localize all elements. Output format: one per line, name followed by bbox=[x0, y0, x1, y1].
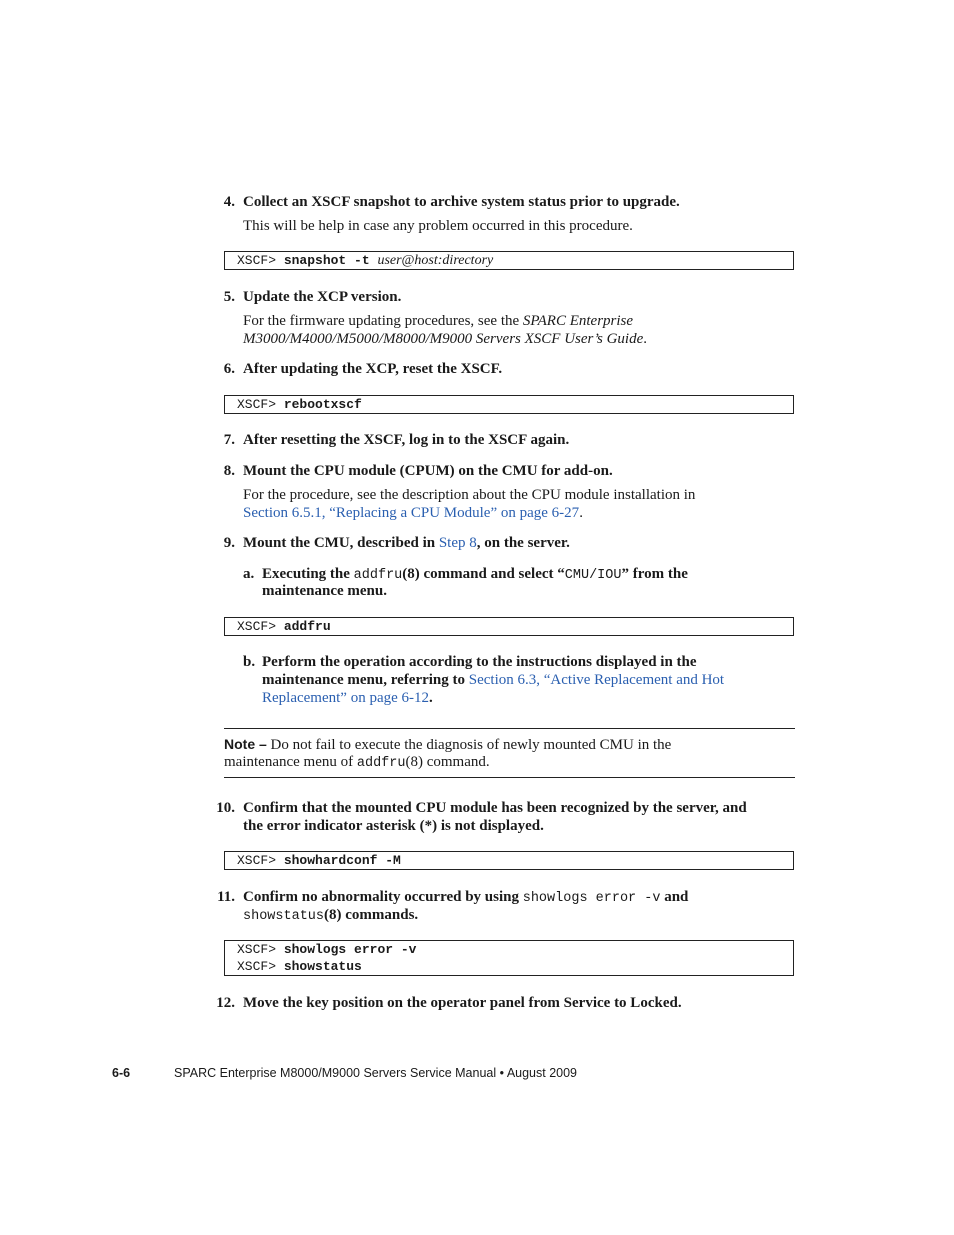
code-block-snapshot bbox=[224, 251, 794, 270]
period: . bbox=[579, 505, 583, 521]
substep-b-text: maintenance menu, referring to bbox=[262, 672, 469, 688]
code-prompt: XSCF> bbox=[237, 853, 284, 868]
code-command: showstatus bbox=[283, 959, 362, 974]
code-argument: user@host:directory bbox=[377, 253, 494, 268]
step-9-number: 9. bbox=[223, 535, 235, 551]
guide-title-part-2: M3000/M4000/M5000/M8000/M9000 Servers XSCF User’s Guide bbox=[243, 331, 644, 347]
step-7-number: 7. bbox=[223, 432, 235, 448]
step-5-title: Update the XCP version. bbox=[243, 289, 402, 305]
period: . bbox=[643, 331, 647, 347]
note-line-2 bbox=[224, 753, 490, 773]
step-4-title: Collect an XSCF snapshot to archive system status prior to upgrade. bbox=[243, 194, 680, 210]
substep-b-letter: b. bbox=[243, 654, 256, 670]
step-4-body: This will be help in case any problem occurred in this procedure. bbox=[243, 218, 633, 234]
note-text-2: maintenance menu of bbox=[224, 754, 357, 770]
footer-title: SPARC Enterprise M8000/M9000 Servers Service Manual bbox=[174, 1066, 497, 1080]
addfru-command: addfru bbox=[353, 568, 403, 583]
footer-date: August 2009 bbox=[506, 1066, 578, 1080]
code-block-showlogs-showstatus bbox=[224, 940, 794, 976]
substep-a-text: Executing the bbox=[262, 566, 354, 582]
code-block-rebootxscf bbox=[224, 395, 794, 414]
code-prompt: XSCF> bbox=[237, 942, 277, 957]
period: . bbox=[429, 690, 433, 706]
step-12-title: Move the key position on the operator panel from Service to Locked. bbox=[243, 995, 682, 1011]
note-top-rule bbox=[224, 728, 795, 729]
step-9-title bbox=[243, 534, 570, 552]
step-11-line-2 bbox=[243, 906, 418, 926]
step-6-number: 6. bbox=[223, 361, 235, 377]
note-text: Do not fail to execute the diagnosis of newly mounted CMU in the bbox=[266, 737, 672, 753]
substep-b-line-2 bbox=[262, 671, 724, 689]
link-step-8[interactable]: Step 8 bbox=[438, 535, 477, 551]
footer-page-number: 6-6 bbox=[112, 1066, 131, 1080]
code-block-addfru bbox=[224, 617, 794, 636]
code-prompt: XSCF> bbox=[237, 397, 284, 412]
showlogs-command: showlogs error -v bbox=[522, 891, 661, 906]
substep-a-text-mid: (8) command and select “ bbox=[402, 566, 565, 582]
step-8-body-line-2 bbox=[243, 504, 583, 522]
step-6-title: After updating the XCP, reset the XSCF. bbox=[243, 361, 503, 377]
note-bottom-rule bbox=[224, 777, 795, 778]
step-12-number: 12. bbox=[216, 995, 235, 1011]
code-command: showlogs error -v bbox=[283, 942, 417, 957]
code-prompt: XSCF> bbox=[237, 959, 277, 974]
step-11-line-1 bbox=[243, 888, 688, 908]
step-9-title-text: Mount the CMU, described in bbox=[243, 535, 439, 551]
link-section-6-5-1[interactable]: Section 6.5.1, “Replacing a CPU Module” on page 6-27 bbox=[243, 505, 580, 521]
code-command: snapshot -t bbox=[283, 253, 378, 268]
step-9-title-suffix: , on the server. bbox=[476, 535, 570, 551]
footer-bullet: • bbox=[499, 1066, 505, 1080]
step-7-title: After resetting the XSCF, log in to the XSCF again. bbox=[243, 432, 570, 448]
substep-a-line-2: maintenance menu. bbox=[262, 583, 387, 599]
code-line-1 bbox=[237, 941, 793, 958]
code-block-showhardconf bbox=[224, 851, 794, 870]
code-command: showhardconf -M bbox=[283, 853, 401, 868]
footer-title-line bbox=[174, 1064, 577, 1082]
substep-a-letter: a. bbox=[243, 566, 255, 582]
substep-a-text-end: ” from the bbox=[621, 566, 688, 582]
substep-b-line-3 bbox=[262, 689, 433, 707]
note-addfru: addfru bbox=[356, 756, 406, 771]
guide-title-part-1: SPARC Enterprise bbox=[522, 313, 634, 329]
code-prompt: XSCF> bbox=[237, 619, 284, 634]
step-5-body-line-1 bbox=[243, 312, 633, 330]
note-line-1 bbox=[224, 735, 671, 754]
code-command: rebootxscf bbox=[283, 397, 362, 412]
step-5-number: 5. bbox=[223, 289, 235, 305]
code-line-2 bbox=[237, 958, 793, 975]
link-section-6-3-part-1[interactable]: Section 6.3, “Active Replacement and Hot bbox=[468, 672, 725, 688]
step-10-line-1: Confirm that the mounted CPU module has been recognized by the server, and bbox=[243, 800, 747, 816]
step-8-body-line-1: For the procedure, see the description about the CPU module installation in bbox=[243, 487, 696, 503]
step-11-text: Confirm no abnormality occurred by using bbox=[243, 889, 523, 905]
step-4-number: 4. bbox=[223, 194, 235, 210]
showstatus-command: showstatus bbox=[243, 909, 325, 924]
step-8-number: 8. bbox=[223, 463, 235, 479]
substep-b-line-1: Perform the operation according to the instructions displayed in the bbox=[262, 654, 697, 670]
step-11-and: and bbox=[660, 889, 689, 905]
step-8-title: Mount the CPU module (CPUM) on the CMU for add-on. bbox=[243, 463, 613, 479]
step-10-line-2: the error indicator asterisk (*) is not displayed. bbox=[243, 818, 544, 834]
note-label: Note – bbox=[224, 736, 267, 752]
step-10-number: 10. bbox=[216, 800, 235, 816]
step-5-body-text: For the firmware updating procedures, see the bbox=[243, 313, 523, 329]
cmu-iou-option: CMU/IOU bbox=[564, 568, 622, 583]
link-section-6-3-part-2[interactable]: Replacement” on page 6-12 bbox=[262, 690, 430, 706]
step-5-body-line-2 bbox=[243, 330, 647, 348]
code-command: addfru bbox=[283, 619, 331, 634]
step-11-number: 11. bbox=[217, 889, 235, 905]
code-prompt: XSCF> bbox=[237, 253, 284, 268]
note-text-end: (8) command. bbox=[405, 754, 490, 770]
step-11-text-end: (8) commands. bbox=[324, 907, 419, 923]
